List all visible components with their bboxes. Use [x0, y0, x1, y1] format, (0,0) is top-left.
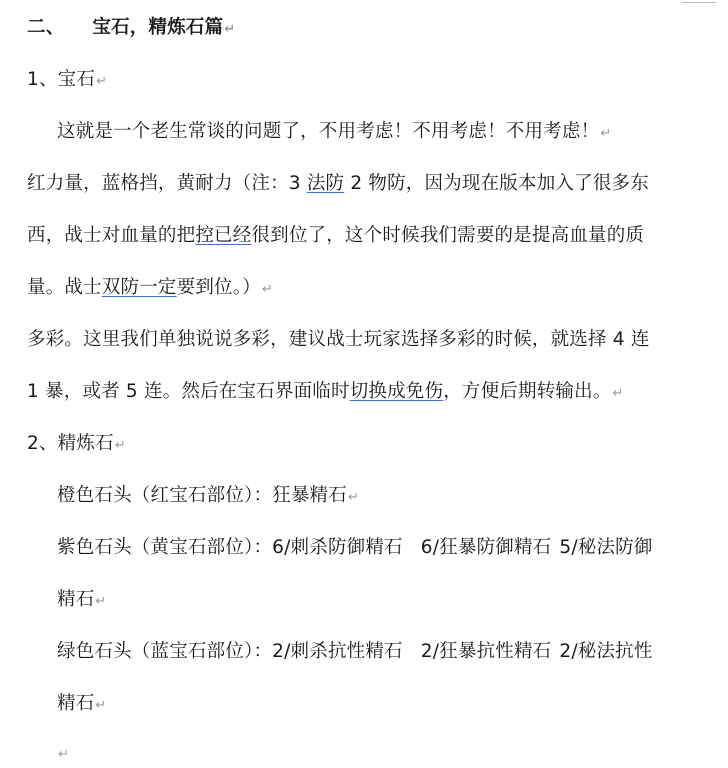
gem-para2-line2-underlined: 切换成免伤: [349, 381, 444, 402]
paragraph-mark: ↵: [58, 747, 70, 762]
gem-para1-line2: [27, 223, 644, 249]
gem-heading-text: 1、宝石: [27, 69, 96, 90]
gem-para1-line1-text-b: 2 物防，因为现在版本加入了很多东: [344, 173, 649, 194]
gem-para1-line2-underlined: 控已经: [195, 225, 252, 246]
refine-purple-text-b: 6/狂暴防御精石: [420, 537, 552, 558]
page-corner-mark: [682, 0, 716, 3]
refine-orange-text: 橙色石头（红宝石部位）：狂暴精石: [57, 485, 347, 506]
paragraph-mark: ↵: [95, 698, 107, 713]
gem-para1-line1-text-a: 红力量，蓝格挡，黄耐力（注：3: [27, 173, 307, 194]
refine-green-text-c: 2/秘法抗性: [559, 641, 653, 662]
paragraph-mark: ↵: [612, 386, 624, 401]
refine-green-line2: [57, 691, 107, 719]
refine-purple-text-c: 5/秘法防御: [559, 537, 653, 558]
gem-para2-line2-text-a: 1 暴，或者 5 连。然后在宝石界面临时: [27, 381, 350, 402]
gem-para2-line1-text: 多彩。这里我们单独说说多彩，建议战士玩家选择多彩的时候，就选择 4 连: [27, 329, 650, 350]
paragraph-mark: ↵: [95, 594, 107, 609]
section-number: 二、: [27, 17, 65, 38]
gem-para1-line3-text-b: 要到位。）: [176, 277, 261, 298]
refine-green-line1: [57, 639, 653, 665]
gem-para1-line1: [27, 171, 649, 197]
paragraph-mark: ↵: [96, 74, 108, 89]
section-title: [27, 15, 235, 43]
paragraph-mark: ↵: [224, 22, 236, 37]
empty-paragraph: [57, 740, 69, 768]
refine-green-text-a: 绿色石头（蓝宝石部位）：2/刺杀抗性精石: [57, 641, 403, 662]
refine-purple-line1: [57, 535, 653, 561]
refine-heading: [27, 431, 126, 459]
refine-green-line2-text: 精石: [57, 693, 95, 714]
gem-intro-text: 这就是一个老生常谈的问题了，不用考虑！不用考虑！不用考虑！: [57, 121, 600, 142]
gem-para1-line2-text-b: 很到位了，这个时候我们需要的是提高血量的质: [251, 225, 645, 246]
refine-purple-line2: [57, 587, 107, 615]
refine-purple-text-a: 紫色石头（黄宝石部位）：6/刺杀防御精石: [57, 537, 403, 558]
refine-orange: [57, 483, 359, 511]
gem-para2-line2: [27, 379, 624, 407]
paragraph-mark: ↵: [261, 282, 273, 297]
paragraph-mark: ↵: [600, 126, 612, 141]
gem-para1-line2-text-a: 西，战士对血量的把: [27, 225, 196, 246]
section-title-text: 宝石，精炼石篇: [92, 17, 224, 38]
refine-green-text-b: 2/狂暴抗性精石: [420, 641, 552, 662]
refine-heading-text: 2、精炼石: [27, 433, 114, 454]
gem-heading: [27, 67, 107, 95]
gem-para2-line1: [27, 327, 650, 353]
paragraph-mark: ↵: [347, 490, 360, 505]
gem-intro: [57, 119, 611, 147]
refine-purple-line2-text: 精石: [57, 589, 95, 610]
gem-para2-line2-text-b: ，方便后期转输出。: [443, 381, 612, 402]
paragraph-mark: ↵: [114, 438, 126, 453]
gem-para1-line3-underlined: 双防一定: [101, 277, 177, 298]
gem-para1-line3-text-a: 量。战士: [27, 277, 102, 298]
gem-para1-line1-underlined: 法防: [306, 173, 345, 194]
gem-para1-line3: [27, 275, 273, 303]
